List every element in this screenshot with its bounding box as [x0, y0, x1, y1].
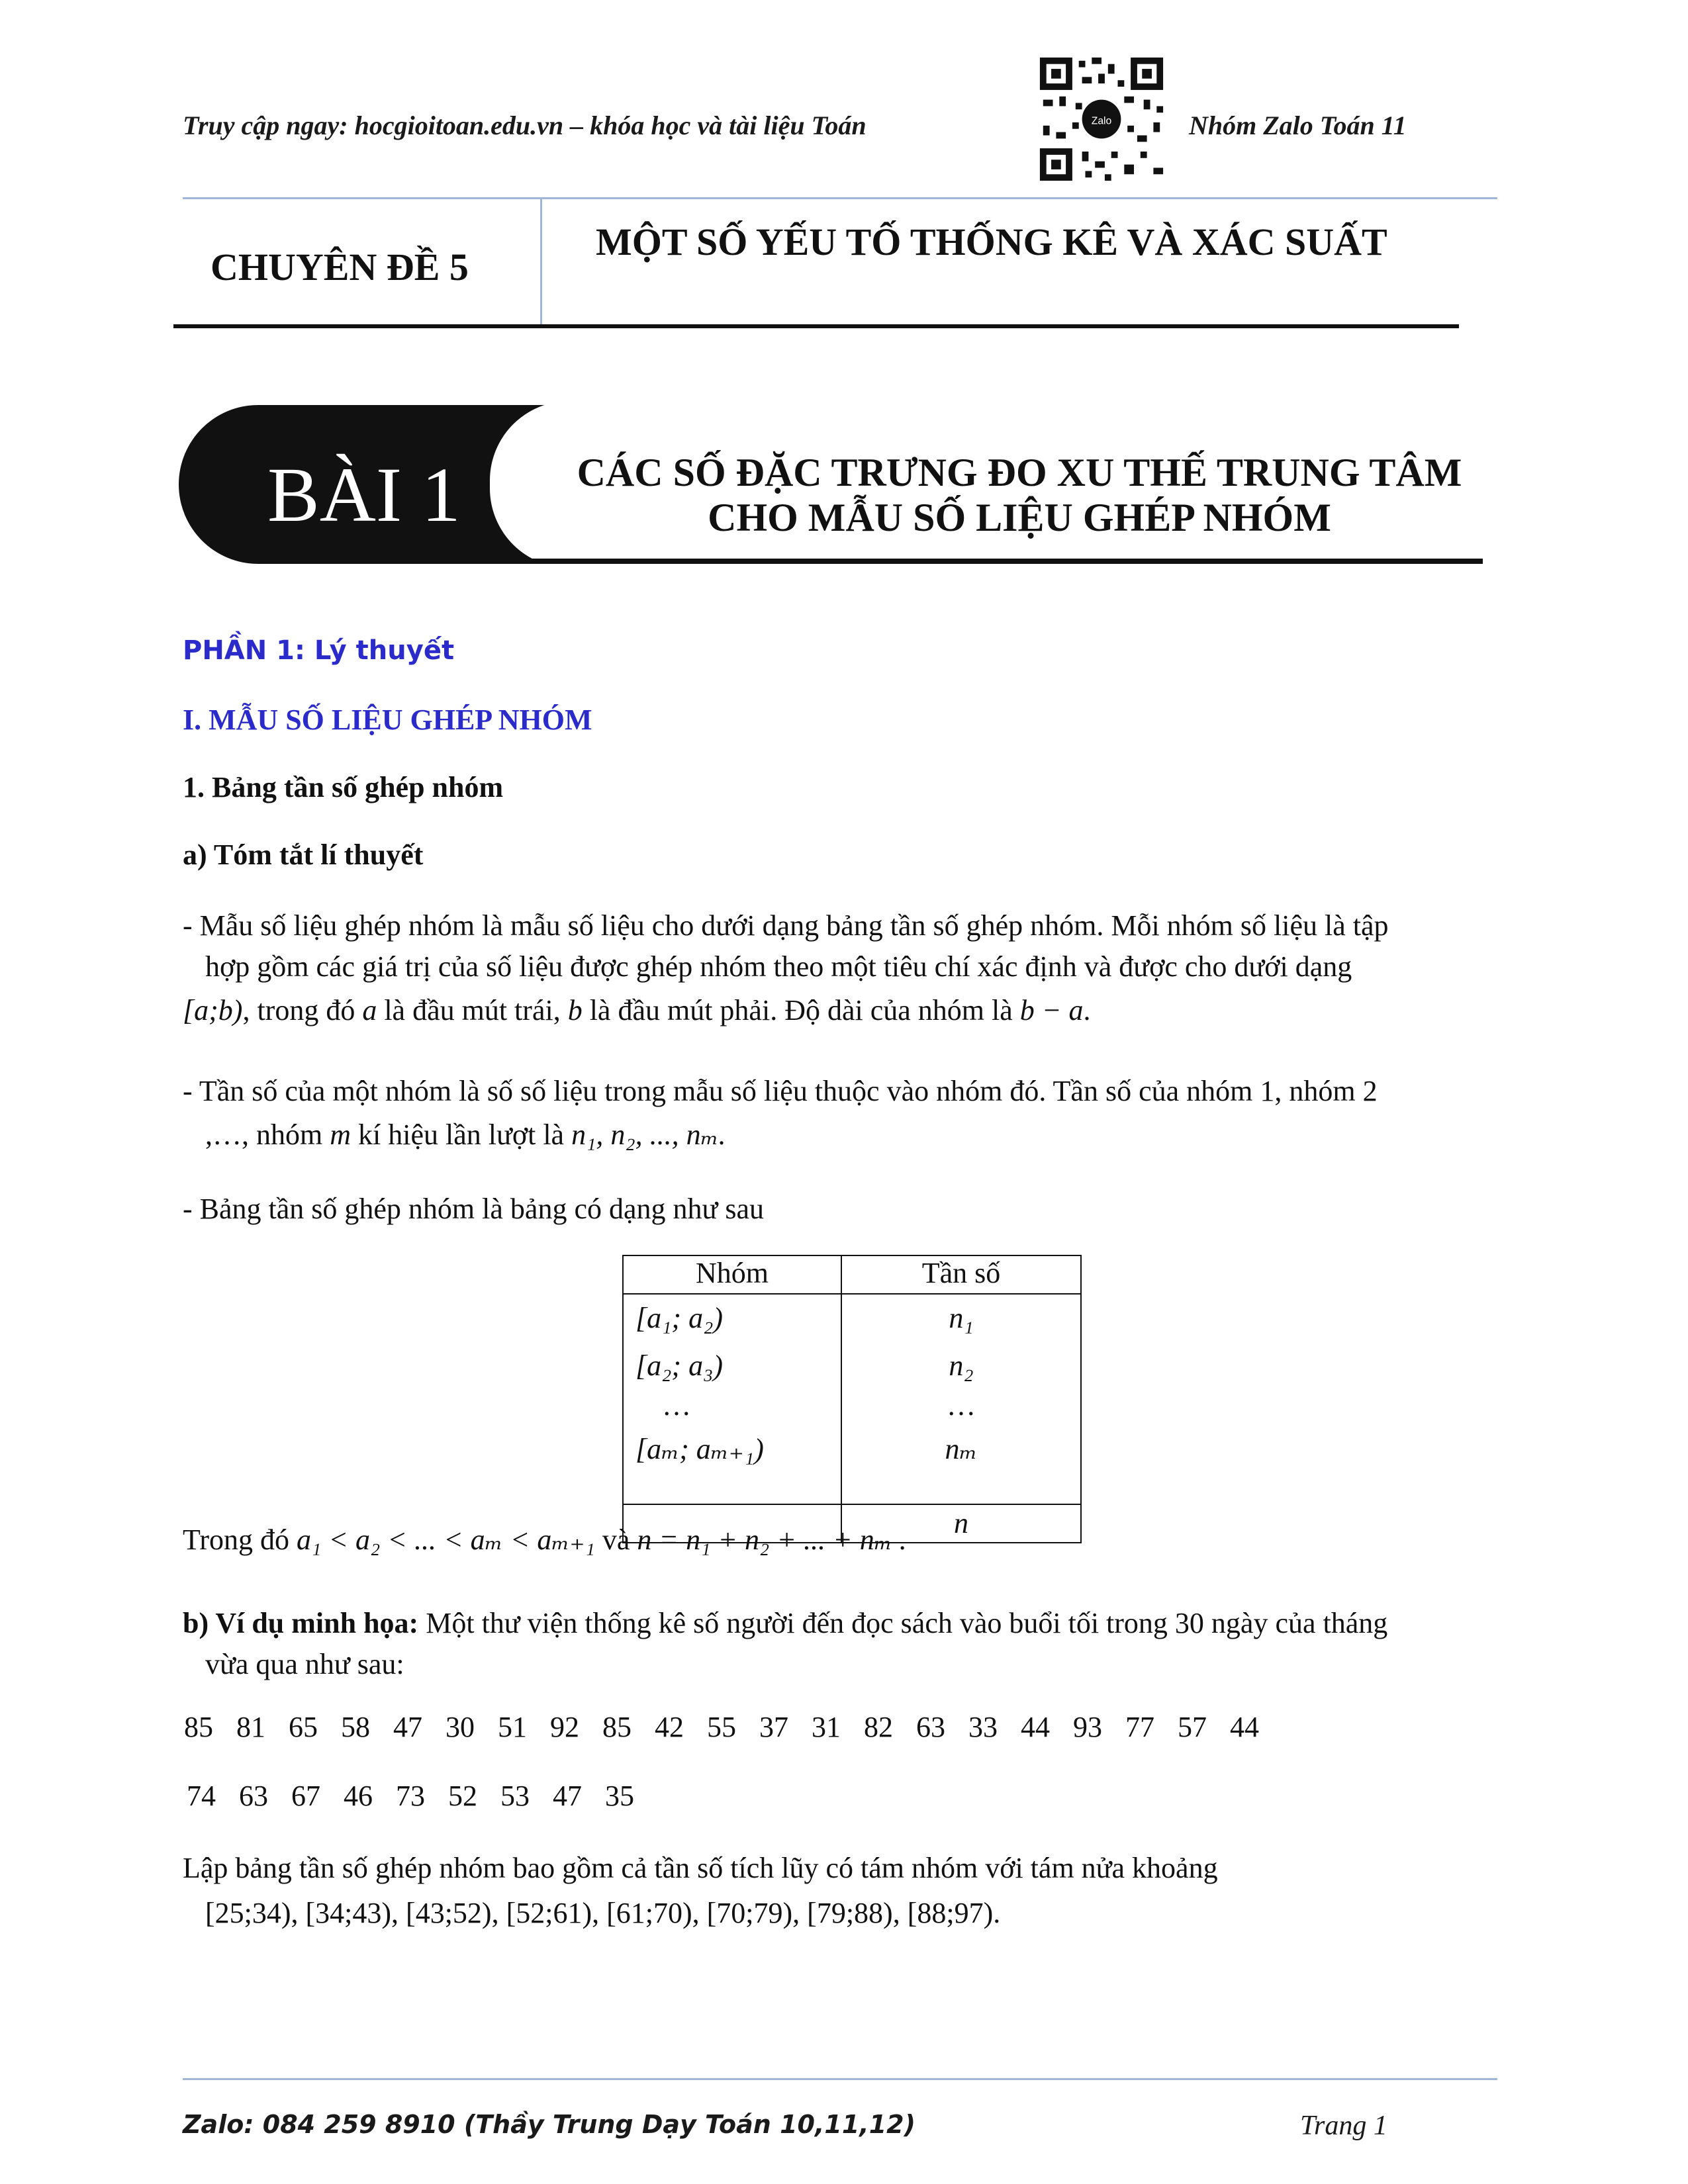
data-value: 85 [184, 1711, 213, 1743]
group-2: [a₂; a₃) [635, 1349, 724, 1382]
data-value: 44 [1230, 1711, 1259, 1743]
task-line-1: Lập bảng tần số ghép nhóm bao gồm cả tần số tích lũy có tám nhóm với tám nửa khoảng [183, 1852, 1218, 1884]
data-value: 73 [396, 1780, 425, 1812]
qr-badge-label: Zalo [1091, 115, 1112, 127]
data-value: 52 [448, 1780, 477, 1812]
table-header-group: Nhóm [623, 1255, 841, 1294]
chapter-title: MỘT SỐ YẾU TỐ THỐNG KÊ VÀ XÁC SUẤT [596, 220, 1387, 263]
data-value: 92 [550, 1711, 579, 1743]
example-line-1 [183, 1602, 1387, 1645]
subsection-heading: 1. Bảng tần số ghép nhóm [183, 771, 504, 803]
length-expr: b − a [1019, 994, 1084, 1026]
where-line [183, 1518, 907, 1562]
data-row-2 [187, 1779, 657, 1813]
para1-end: . [1083, 994, 1091, 1026]
lesson-title [563, 450, 1476, 540]
data-value: 31 [812, 1711, 841, 1743]
data-value: 42 [655, 1711, 684, 1743]
data-value: 44 [1021, 1711, 1050, 1743]
group-m: [aₘ; aₘ₊₁) [635, 1433, 764, 1465]
data-value: 63 [916, 1711, 945, 1743]
data-value: 46 [344, 1780, 373, 1812]
group-1: [a₁; a₂) [635, 1302, 724, 1334]
section-heading: I. MẪU SỐ LIỆU GHÉP NHÓM [183, 704, 592, 736]
data-value: 47 [393, 1711, 422, 1743]
qr-code-icon [1037, 54, 1166, 184]
para2-text-b: kí hiệu lần lượt là [358, 1118, 565, 1151]
data-value: 57 [1178, 1711, 1207, 1743]
freq-1: n₁ [949, 1302, 974, 1334]
task-intervals: [25;34), [34;43), [43;52), [52;61), [61;70), [70;79), [79;88), [88;97). [205, 1897, 1001, 1929]
footer-divider [183, 2078, 1497, 2080]
data-value: 81 [236, 1711, 265, 1743]
data-value: 93 [1073, 1711, 1102, 1743]
page-number: Trang 1 [1300, 2111, 1387, 2141]
freq-2: n₂ [949, 1349, 974, 1382]
lesson-title-line2: CHO MẪU SỐ LIỆU GHÉP NHÓM [708, 496, 1331, 539]
paragraph-1-line-1: - Mẫu số liệu ghép nhóm là mẫu số liệu cho dưới dạng bảng tần số ghép nhóm. Mỗi nhóm số liệu là tập [183, 909, 1389, 942]
data-value: 53 [500, 1780, 530, 1812]
data-value: 58 [341, 1711, 370, 1743]
data-value: 85 [602, 1711, 632, 1743]
where-prefix: Trong đó [183, 1524, 289, 1556]
group-ellipsis: … [662, 1389, 691, 1422]
data-value: 51 [498, 1711, 527, 1743]
data-value: 82 [864, 1711, 893, 1743]
example-label: b) Ví dụ minh họa: [183, 1607, 419, 1639]
para1-text-a: , trong đó [242, 994, 355, 1026]
var-b: b [567, 994, 583, 1026]
part-heading: PHẦN 1: Lý thuyết [183, 635, 455, 666]
chapter-divider [540, 199, 542, 328]
freq-m: nₘ [945, 1433, 978, 1465]
data-value: 47 [553, 1780, 582, 1812]
data-value: 35 [605, 1780, 634, 1812]
example-text-1: Một thư viện thống kê số người đến đọc sách vào buổi tối trong 30 ngày của tháng [426, 1607, 1388, 1639]
chapter-label: CHUYÊN ĐỀ 5 [211, 246, 469, 289]
example-line-2: vừa qua như sau: [205, 1648, 404, 1680]
where-sum: n = n₁ + n₂ + ... + nₘ . [637, 1524, 907, 1556]
data-value: 30 [445, 1711, 475, 1743]
para1-text-c: là đầu mút phải. Độ dài của nhóm là [589, 994, 1013, 1026]
where-inequality: a₁ < a₂ < ... < aₘ < aₘ₊₁ [296, 1524, 595, 1556]
table-total-freq: n [841, 1504, 1081, 1543]
data-value: 37 [759, 1711, 788, 1743]
paragraph-2-line-1: - Tần số của một nhóm là số số liệu trong mẫu số liệu thuộc vào nhóm đó. Tần số của nhóm 1, nhóm 2 [183, 1075, 1378, 1107]
chapter-underline [173, 324, 1459, 328]
header-divider [183, 197, 1497, 199]
paragraph-1-line-3 [183, 989, 1090, 1032]
subsection-a-heading: a) Tóm tắt lí thuyết [183, 839, 424, 871]
lesson-underline [523, 559, 1483, 564]
paragraph-1-line-2: hợp gồm các giá trị của số liệu được ghép nhóm theo một tiêu chí xác định và được cho dưới dạng [205, 950, 1352, 983]
frequency-table [622, 1255, 1082, 1543]
data-value: 55 [707, 1711, 736, 1743]
para2-text-a: ,…, nhóm [205, 1118, 323, 1151]
data-value: 77 [1125, 1711, 1154, 1743]
table-freqs-cell [841, 1294, 1081, 1504]
header-site-link[interactable]: Truy cập ngay: hocgioitoan.edu.vn – khóa học và tài liệu Toán [183, 111, 867, 140]
para1-text-b: là đầu mút trái, [384, 994, 561, 1026]
data-row-1 [184, 1710, 1282, 1744]
table-header-row [623, 1255, 1081, 1294]
footer-contact[interactable]: Zalo: 084 259 8910 (Thầy Trung Dạy Toán 10,11,12) [183, 2110, 915, 2139]
lesson-label: BÀI 1 [267, 451, 461, 538]
freq-ellipsis: … [947, 1389, 976, 1422]
lesson-title-line1: CÁC SỐ ĐẶC TRƯNG ĐO XU THẾ TRUNG TÂM [577, 451, 1462, 494]
var-a: a [362, 994, 377, 1026]
table-header-freq: Tần số [841, 1255, 1081, 1294]
header-zalo-group[interactable]: Nhóm Zalo Toán 11 [1189, 111, 1407, 140]
freq-sequence: n₁, n₂, ..., nₘ. [571, 1118, 726, 1151]
interval-ab: [a;b) [183, 994, 243, 1026]
where-conj: và [602, 1524, 630, 1556]
data-value: 65 [289, 1711, 318, 1743]
data-value: 33 [968, 1711, 998, 1743]
data-value: 67 [291, 1780, 320, 1812]
table-groups-cell [623, 1294, 841, 1504]
table-row [623, 1294, 1081, 1504]
paragraph-2-line-2 [205, 1113, 726, 1157]
data-value: 74 [187, 1780, 216, 1812]
data-value: 63 [239, 1780, 268, 1812]
var-m: m [330, 1118, 352, 1151]
paragraph-3: - Bảng tần số ghép nhóm là bảng có dạng như sau [183, 1193, 765, 1225]
